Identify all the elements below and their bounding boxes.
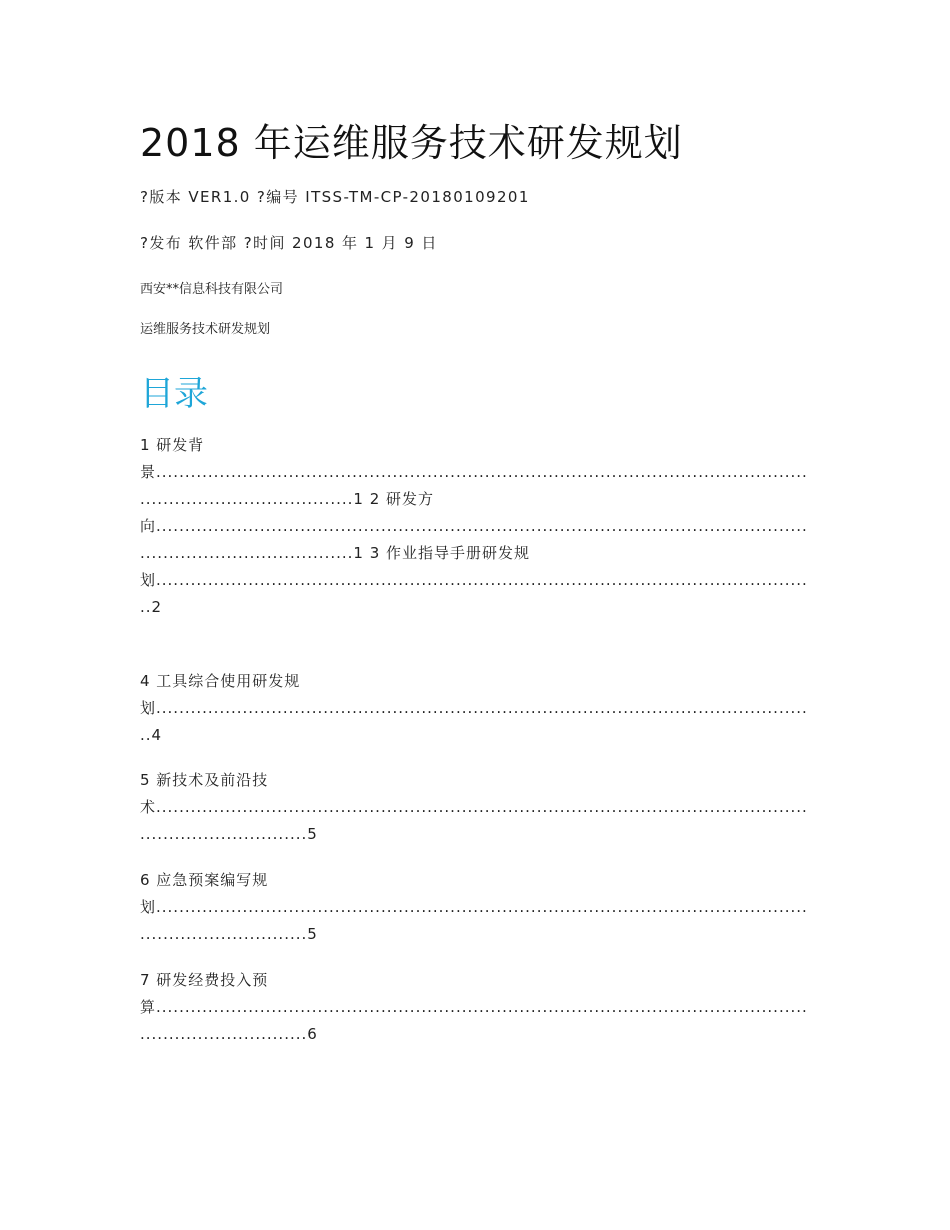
toc-block-2[interactable] [140,668,808,749]
toc-block-1[interactable] [140,432,808,621]
toc-entry-text[interactable]: 1 研发背景......................................................................................................................................................1 2 研发方向......................................................................................................................................................1 3 作业指导手册研发规划...................................................................................................................2 [140,436,808,616]
toc-entry-text[interactable]: 6 应急预案编写规划..............................................................................................................................................5 [140,871,808,943]
document-title: 2018 年运维服务技术研发规划 [140,121,683,165]
company-name: 西安**信息科技有限公司 [140,282,284,297]
document-subtitle: 运维服务技术研发规划 [140,322,271,337]
toc-block-5[interactable] [140,967,808,1048]
toc-heading: 目录 [140,374,208,414]
toc-entry-text[interactable]: 5 新技术及前沿技术..............................................................................................................................................5 [140,771,808,843]
toc-entry-text[interactable]: 7 研发经费投入预算..............................................................................................................................................6 [140,971,808,1043]
toc-block-3[interactable] [140,767,808,848]
version-info: ?版本 VER1.0 ?编号 ITSS-TM-CP-20180109201 [140,188,530,206]
release-info: ?发布 软件部 ?时间 2018 年 1 月 9 日 [140,234,438,252]
toc-block-4[interactable] [140,867,808,948]
toc-entry-text[interactable]: 4 工具综合使用研发规划...................................................................................................................4 [140,672,808,744]
